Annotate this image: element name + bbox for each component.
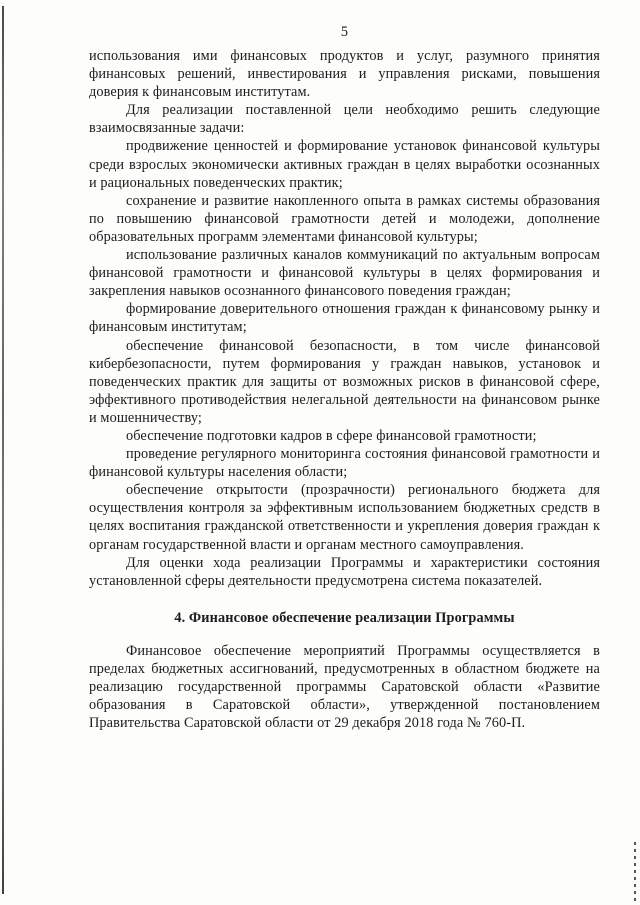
section-heading: 4. Финансовое обеспечение реализации Программы — [174, 609, 515, 626]
scan-artifact-dotted-line — [634, 842, 636, 905]
page-number: 5 — [340, 24, 349, 40]
paragraph: Финансовое обеспечение мероприятий Программы осуществляется в пределах бюджетных ассигнований, предусмотренных в областном бюджете на реализацию государственной программы Саратовской области «Развитие образования в Саратовской области», утвержденной постановлением Правительства Саратовской области от 29 декабря 2018 года № 760-П. — [89, 642, 600, 732]
document-body — [89, 47, 600, 732]
paragraph: продвижение ценностей и формирование установок финансовой культуры среди взрослых экономически активных граждан в целях выработки осознанных и рациональных поведенческих практик; — [89, 138, 600, 191]
scan-artifact-left-line — [2, 6, 4, 894]
paragraph: сохранение и развитие накопленного опыта в рамках системы образования по повышению финансовой грамотности детей и молодежи, дополнение образовательных программ элементами финансовой культуры; — [89, 192, 600, 245]
paragraph: обеспечение открытости (прозрачности) регионального бюджета для осуществления контроля за эффективным использованием бюджетных средств в целях воспитания гражданской ответственности и укрепления доверия граждан к органам государственной власти и органам местного самоуправления. — [89, 482, 600, 553]
paragraph: обеспечение подготовки кадров в сфере финансовой грамотности; — [126, 427, 537, 444]
paragraph: использование различных каналов коммуникаций по актуальным вопросам финансовой грамотности и финансовой культуры в целях формирования и закрепления навыков осознанного финансового поведения граждан; — [89, 247, 600, 300]
paragraph: Для оценки хода реализации Программы и характеристики состояния установленной сферы деятельности предусмотрена система показателей. — [89, 554, 600, 589]
paragraph: Для реализации поставленной цели необходимо решить следующие взаимосвязанные задачи: — [89, 102, 600, 137]
paragraph: обеспечение финансовой безопасности, в том числе финансовой кибербезопасности, путем формирования у граждан навыков, установок и поведенческих практик для защиты от возможных рисков в финансовой сфере, эффективного противодействия нелегальной деятельности на финансовом рынке и мошенничеству; — [89, 337, 600, 426]
paragraph: формирование доверительного отношения граждан к финансовому рынку и финансовым институтам; — [89, 301, 600, 336]
paragraph: проведение регулярного мониторинга состояния финансовой грамотности и финансовой культуры населения области; — [89, 446, 600, 481]
paragraph: использования ими финансовых продуктов и услуг, разумного принятия финансовых решений, инвестирования и управления рисками, повышения доверия к финансовым институтам. — [89, 48, 600, 101]
